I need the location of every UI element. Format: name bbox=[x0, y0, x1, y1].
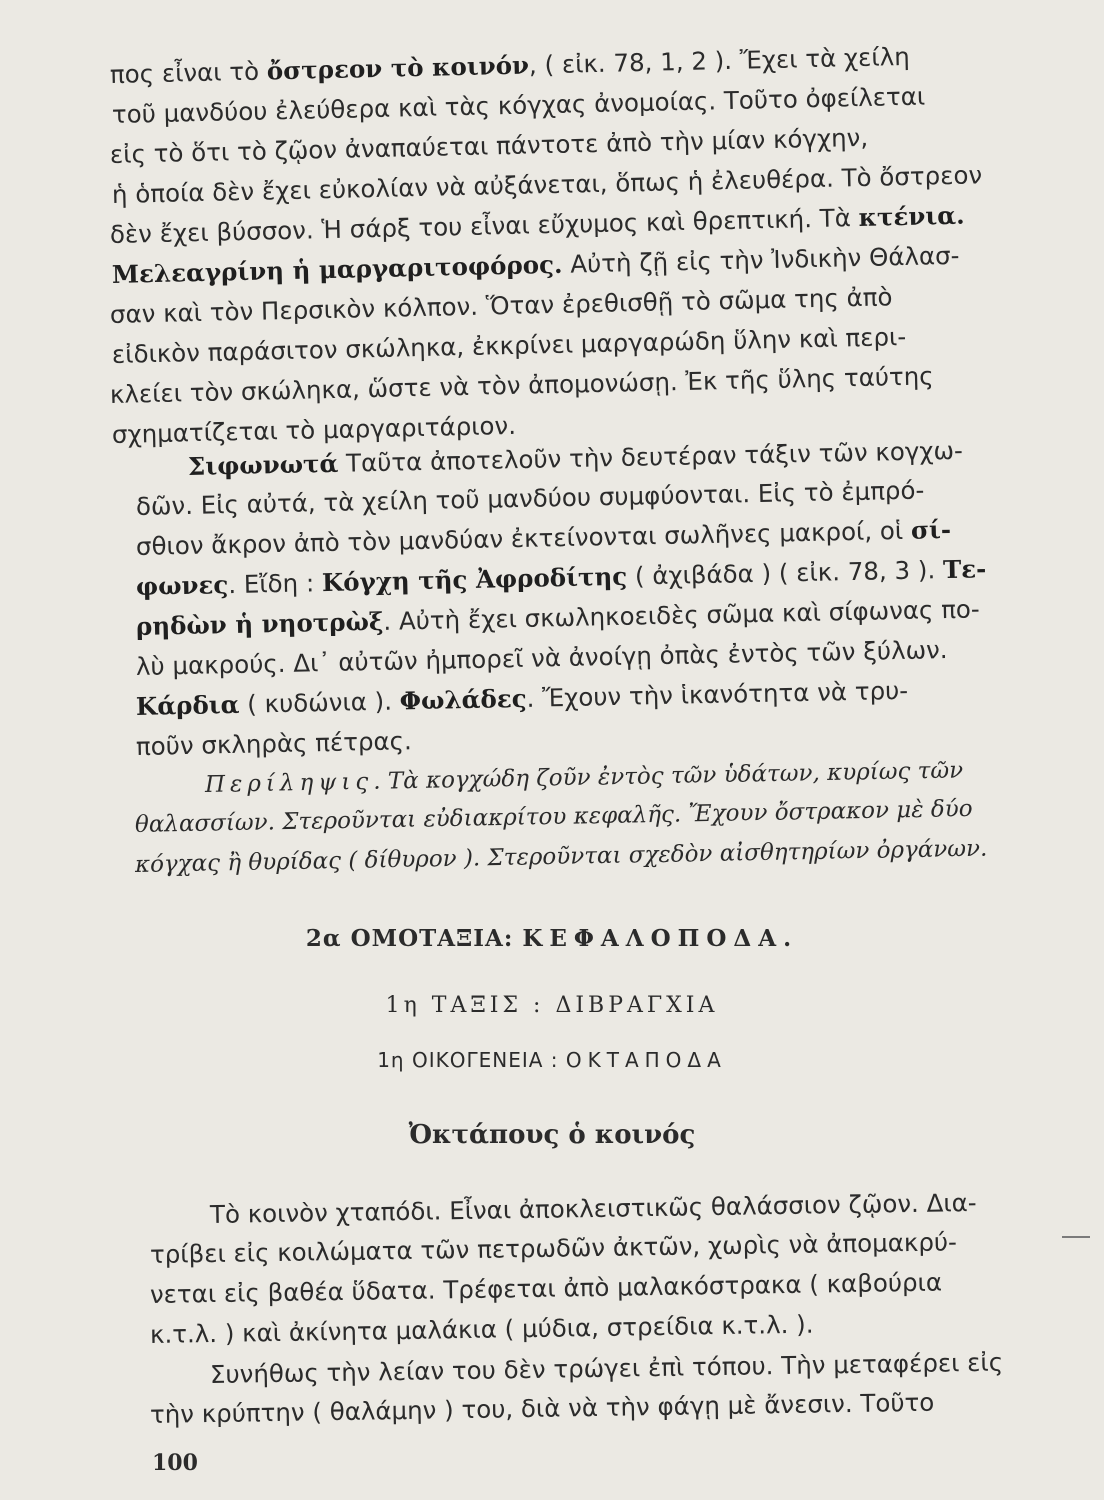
text-line: Περίληψις. Τὰ κογχώδη ζοῦν ἐντὸς τῶν ὑδάτων, κυρίως τῶν bbox=[204, 757, 964, 798]
text-line: εἰς τὸ ὅτι τὸ ζῷον ἀναπαύεται πάντοτε ἀπὸ τὴν μίαν κόγχην, bbox=[109, 122, 869, 169]
text-line: πος εἶναι τὸ ὄστρεον τὸ κοινόν, ( εἰκ. 78, 1, 2 ). Ἔχει τὰ χείλη bbox=[109, 41, 910, 89]
text-line: σχηματίζεται τὸ μαργαριτάριον. bbox=[111, 410, 517, 449]
class-heading: 1η ΤΑΞΙΣ : ΔΙΒΡΑΓΧΙΑ bbox=[385, 993, 719, 1018]
text-line: Συνήθως τὴν λείαν του δὲν τρώγει ἐπὶ τόπου. Τὴν μεταφέρει εἰς bbox=[209, 1347, 1004, 1389]
text-line: Τὸ κοινὸν χταπόδι. Εἶναι ἀποκλειστικῶς θαλάσσιον ζῷον. Δια- bbox=[209, 1187, 977, 1229]
bold-term-pholades: Φωλάδες bbox=[399, 683, 527, 716]
bold-term-venus-shell: Κόγχη τῆς Ἀφροδίτης bbox=[321, 561, 628, 598]
text-line: Μελεαγρίνη ἡ μαργαριτοφόρος. Αὐτὴ ζῇ εἰς τὴν Ἰνδικὴν Θάλασ- bbox=[111, 240, 960, 289]
order-heading: 2α ΟΜΟΤΑΞΙΑ: ΚΕΦΑΛΟΠΟΔΑ. bbox=[305, 925, 799, 952]
bold-term-cardium: Κάρδια bbox=[135, 689, 240, 721]
text-line: ποῦν σκληρὰς πέτρας. bbox=[135, 726, 413, 761]
text-line: τρίβει εἰς κοιλώματα τῶν πετρωδῶν ἀκτῶν, χωρὶς νὰ ἀπομακρύ- bbox=[149, 1227, 958, 1269]
text-line: κλείει τὸν σκώληκα, ὥστε νὰ τὸν ἀπομονώσῃ. Ἐκ τῆς ὕλης ταύτης bbox=[109, 361, 934, 409]
text-line: εἰδικὸν παράσιτον σκώληκα, ἐκκρίνει μαργαρώδη ὕλην καὶ περι- bbox=[111, 321, 907, 369]
text-line: νεται εἰς βαθέα ὕδατα. Τρέφεται ἀπὸ μαλακόστρακα ( καβούρια bbox=[149, 1267, 943, 1309]
bold-term-siphons: σί- bbox=[910, 514, 952, 545]
bold-term-siphonata: Σιφωνωτά bbox=[187, 448, 339, 481]
text-line: σαν καὶ τὸν Περσικὸν κόλπον. Ὅταν ἐρεθισθῇ τὸ σῶμα της ἀπὸ bbox=[109, 282, 893, 329]
text-line: Σιφωνωτά Ταῦτα ἀποτελοῦν τὴν δευτέραν τάξιν τῶν κογχω- bbox=[187, 435, 964, 481]
summary-label: Περίληψις bbox=[204, 768, 374, 798]
text-line: Κάρδια ( κυδώνια ). Φωλάδες. Ἔχουν τὴν ἱκανότητα νὰ τρυ- bbox=[135, 675, 909, 721]
text-line: τὴν κρύπτην ( θαλάμην ) του, διὰ νὰ τὴν φάγῃ μὲ ἄνεσιν. Τοῦτο bbox=[149, 1387, 935, 1429]
text-line: δὲν ἔχει βύσσον. Ἡ σάρξ του εἶναι εὔχυμος καὶ θρεπτική. Τὰ κτένια. bbox=[109, 200, 965, 249]
text-line: λὺ μακρούς. Δι᾽ αὐτῶν ἠμπορεῖ νὰ ἀνοίγῃ ὀπὰς ἐντὸς τῶν ξύλων. bbox=[135, 635, 948, 681]
page-number: 100 bbox=[152, 1450, 198, 1476]
text-line: κόγχας ἢ θυρίδας ( δίθυρον ). Στεροῦνται σχεδὸν αἰσθητηρίων ὀργάνων. bbox=[134, 835, 988, 878]
text-line: φωνες. Εἴδη : Κόγχη τῆς Ἀφροδίτης ( ἀχιβάδα ) ( εἰκ. 78, 3 ). Τε- bbox=[135, 554, 987, 601]
bold-term-scallops: κτένια. bbox=[858, 200, 965, 233]
margin-mark bbox=[1062, 1236, 1090, 1238]
text-line: κ.τ.λ. ) καὶ ἀκίνητα μαλάκια ( μύδια, στρείδια κ.τ.λ. ). bbox=[149, 1309, 814, 1349]
text-line: δῶν. Εἰς αὐτά, τὰ χείλη τοῦ μανδύου συμφύονται. Εἰς τὸ ἐμπρό- bbox=[135, 475, 925, 521]
text-line: θαλασσίων. Στεροῦνται εὐδιακρίτου κεφαλῆς. Ἔχουν ὄστρακον μὲ δύο bbox=[134, 795, 973, 838]
text-line: ρηδὼν ἡ νηοτρὼξ. Αὐτὴ ἔχει σκωληκοειδὲς σῶμα καὶ σίφωνας πο- bbox=[135, 594, 981, 641]
family-heading: 1η ΟΙΚΟΓΕΝΕΙΑ : ΟΚΤΑΠΟΔΑ bbox=[377, 1048, 727, 1072]
text-line: σθιον ἄκρον ἀπὸ τὸν μανδύαν ἐκτείνονται σωλῆνες μακροί, οἱ σί- bbox=[135, 514, 952, 561]
text-line: ἡ ὁποία δὲν ἔχει εὐκολίαν νὰ αὐξάνεται, ὅπως ἡ ἐλευθέρα. Τὸ ὄστρεον bbox=[111, 160, 983, 209]
bold-term-pearl-oyster: Μελεαγρίνη ἡ μαργαριτοφόρος. bbox=[111, 249, 563, 289]
text-line: τοῦ μανδύου ἐλεύθερα καὶ τὰς κόγχας ἀνομοίας. Τοῦτο ὀφείλεται bbox=[111, 81, 926, 129]
species-heading: Ὀκτάπους ὁ κοινός bbox=[408, 1120, 696, 1150]
bold-term-shipworm: ρηδὼν ἡ νηοτρὼξ bbox=[135, 606, 384, 641]
bold-term-common-oyster: ὄστρεον τὸ κοινόν bbox=[266, 50, 530, 86]
